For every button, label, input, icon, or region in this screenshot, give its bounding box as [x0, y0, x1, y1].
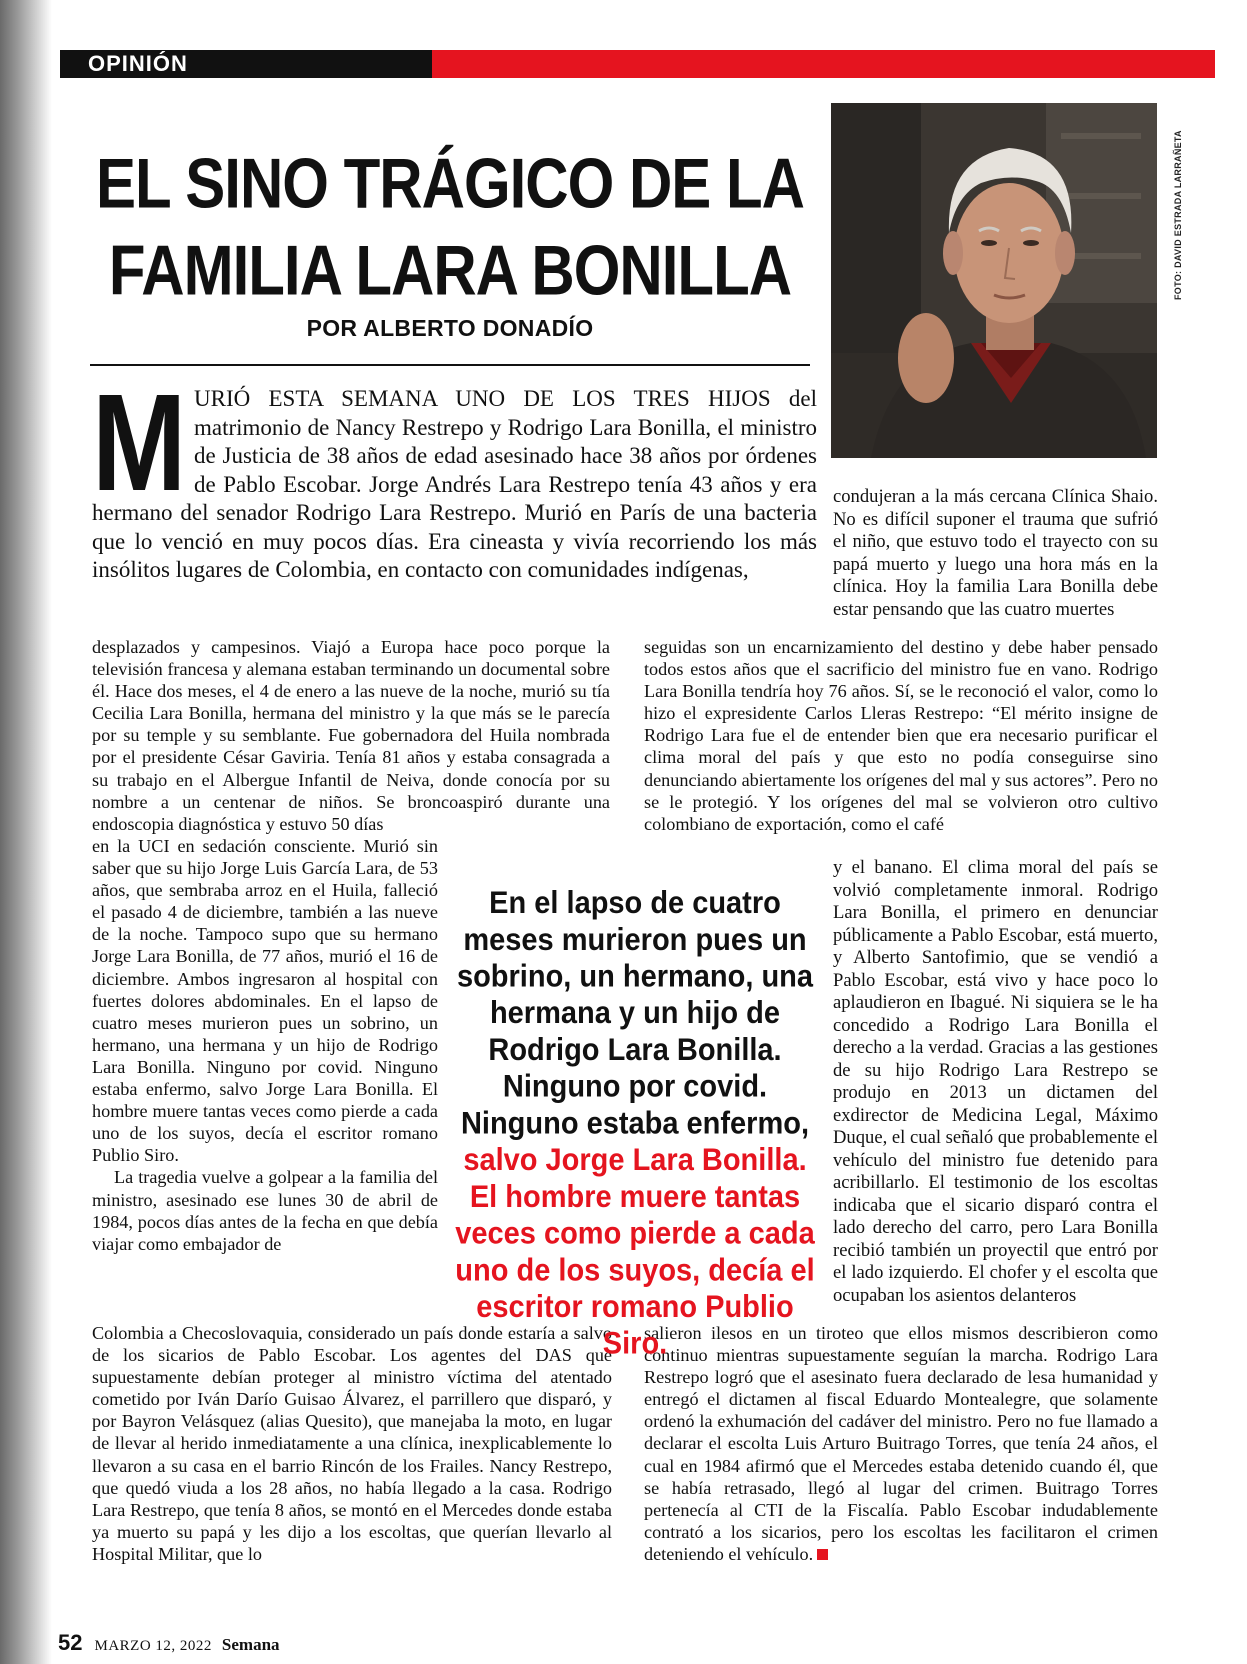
end-mark-icon: [817, 1549, 828, 1560]
byline-rule: [90, 364, 810, 366]
paragraph-3-narrow: y el banano. El clima moral del país se volvió completamente inmoral. Rodrigo Lara Bonilla, el primero en denunciar públicamente a Pablo Escobar, está muerto, y Alberto Santofimio, que se vendió a Pablo Escobar, está vivo y hace poco lo aplaudieron en Ibagué. Ni siquiera se le ha concedido a Rodrigo Lara Bonilla el derecho a la verdad. Gracias a las gestiones de su hijo Rodrigo Lara Restrepo se produjo en 2013 un dictamen del exdirector de Medicina Legal, Máximo Duque, el cual señaló que probablemente el vehículo del ministro fue detenido para acribillarlo. El testimonio de los escoltas indicaba que el sicario disparó contra el lado derecho del carro, pero Lara Bonilla recibió también un proyectil que entró por el lado izquierdo. El chofer y el escolta que ocupaban los asientos delanteros: [833, 857, 1158, 1306]
paragraph-3-continued: seguidas son un encarnizamiento del destino y debe haber pensado todos estos años que el sacrificio del ministro fue en vano. Rodrigo Lara Bonilla tendría hoy 76 años. Sí, se le reconoció el valor, como lo hizo el expresidente Carlos Lleras Restrepo: “El mérito insigne de Rodrigo Lara fue el de entender bien que era necesario purificar el clima moral del país y que esto no podía conseguirse sino denunciando abiertamente los orígenes del mal y sus actores”. Pero no se le protegió. Y los orígenes del mal se volvieron otro cultivo colombiano de exportación, como el café: [644, 637, 1158, 834]
column-1-narrow: [92, 835, 438, 1255]
byline: POR ALBERTO DONADÍO: [306, 315, 594, 341]
page-gutter-shadow: [0, 0, 52, 1664]
dropcap: M: [92, 366, 187, 520]
page-footer: [58, 1630, 280, 1656]
pull-quote: [452, 885, 818, 1362]
pull-quote-red: salvo Jorge Lara Bonilla. El hombre muere tantas veces como pierde a cada uno de los suyos, decía el escritor romano Publio Siro.: [455, 1143, 815, 1362]
intro-paragraph: [92, 366, 817, 585]
headline: [80, 140, 820, 315]
issue-date: MARZO 12, 2022: [94, 1638, 212, 1654]
paragraph-1: desplazados y campesinos. Viajó a Europa hace poco porque la televisión francesa y alemana estaban terminando un documental sobre él. Hace dos meses, el 4 de enero a las nueve de la noche, murió su tía Cecilia Lara Bonilla, hermana del ministro y la que más se le parecía por su temple y su semblante. Fue gobernadora del Huila nombrada por el presidente César Gaviria. Tenía 81 años y estaba consagrada a su trabajo en el Albergue Infantil de Neiva, donde conocía por su nombre a un centenar de niños. Se broncoaspiró durante una endoscopia diagnóstica y estuvo 50 días: [92, 637, 610, 834]
column-2-top: [833, 486, 1158, 621]
author-portrait-photo: [831, 103, 1157, 458]
headline-line-2: FAMILIA LARA BONILLA: [108, 230, 792, 310]
column-2-narrow: [833, 857, 1158, 1307]
magazine-name: Semana: [221, 1635, 280, 1654]
pull-quote-black: En el lapso de cuatro meses murieron pues un sobrino, un hermano, una hermana y un hijo de Rodrigo Lara Bonilla. Ninguno por covid. Ninguno estaba enfermo,: [456, 886, 814, 1141]
photo-credit: FOTO: DAVID ESTRADA LARRAÑETA: [1173, 130, 1183, 300]
paragraph-1-continued: en la UCI en sedación consciente. Murió sin saber que su hijo Jorge Luis García Lara, de 53 años, que sembraba arroz en el Huila, falleció el pasado 4 de diciembre, también a las nueve de la noche. Tampoco supo que su hermano Jorge Lara Bonilla, de 77 años, murió el 16 de diciembre. Ambos ingresaron al hospital con fuertes dolores abdominales. En el lapso de cuatro meses murieron pues un sobrino, un hermano, una hermana y un hijo de Rodrigo Lara Bonilla. Ninguno por covid. Ninguno estaba enfermo, salvo Jorge Lara Bonilla. El hombre muere tantas veces como pierde a cada uno de los suyos, decía el escritor romano Publio Siro.: [92, 836, 438, 1166]
paragraph-4: salieron ilesos en un tiroteo que ellos mismos describieron como continuo mientras supuestamente seguían la marcha. Rodrigo Lara Restrepo logró que el asesinato fuera declarado de lesa humanidad y entregó el dictamen al fiscal Eduardo Montealegre, que solamente ordenó la exhumación del cadáver del ministro. Pero no fue llamado a declarar el escolta Luis Arturo Buitrago Torres, que tenía 24 años, el cual en 1984 afirmó que el Mercedes estaba detenido cuando él, que se había retrasado, llegó al lugar del crimen. Buitrago Torres pertenecía al CTI de la Fiscalía. Pablo Escobar indudablemente contrató a los sicarios, pero los escoltas les facilitaron el crimen deteniendo el vehículo.: [644, 1323, 1158, 1564]
paragraph-2: La tragedia vuelve a golpear a la familia del ministro, asesinado ese lunes 30 de abril de 1984, pocos días antes de la fecha en que debía viajar como embajador de: [92, 1167, 438, 1254]
intro-text: URIÓ ESTA SEMANA UNO DE LOS TRES HIJOS del matrimonio de Nancy Restrepo y Rodrigo Lara Bonilla, el ministro de Justicia de 38 años de edad asesinado hace 38 años por órdenes de Pablo Escobar. Jorge Andrés Lara Restrepo tenía 43 años y era hermano del senador Rodrigo Lara Restrepo. Murió en París de una bacteria que lo venció en muy pocos días. Era cineasta y vivía recorriendo los más insólitos lugares de Colombia, en contacto con comunidades indígenas,: [92, 386, 817, 582]
page-number: 52: [58, 1630, 83, 1655]
paragraph-2-continued: Colombia a Checoslovaquia, considerado un país donde estaría a salvo de los sicarios de Pablo Escobar. Los agentes del DAS que supuestamente debían proteger al ministro víctima del atentado cometido por Iván Darío Guisao Álvarez, el parrillero que disparó, y por Bayron Velásquez (alias Quesito), que manejaba la moto, en lugar de llevar al herido inmediatamente a una clínica, inexplicablemente lo llevaron a su casa en el barrio Rincón de los Frailes. Nancy Restrepo, que quedó viuda a los 28 años, no había llegado a la casa. Rodrigo Lara Restrepo, que tenía 8 años, se montó en el Mercedes donde estaba ya muerto su papá y les dijo a los escoltas, que querían llevarlo al Hospital Militar, que lo: [92, 1323, 612, 1564]
headline-line-1: EL SINO TRÁGICO DE LA: [96, 143, 804, 223]
column-2-middle: [644, 636, 1158, 835]
section-label: OPINIÓN: [88, 51, 188, 76]
paragraph-3: condujeran a la más cercana Clínica Shaio. No es difícil suponer el trauma que sufrió el niño, que estuvo todo el trayecto con su papá muerto y luego una hora más en la clínica. Hoy la familia Lara Bonilla debe estar pensando que las cuatro muertes: [833, 486, 1158, 620]
column-1-top: [92, 636, 610, 835]
section-bar: [60, 50, 1215, 78]
